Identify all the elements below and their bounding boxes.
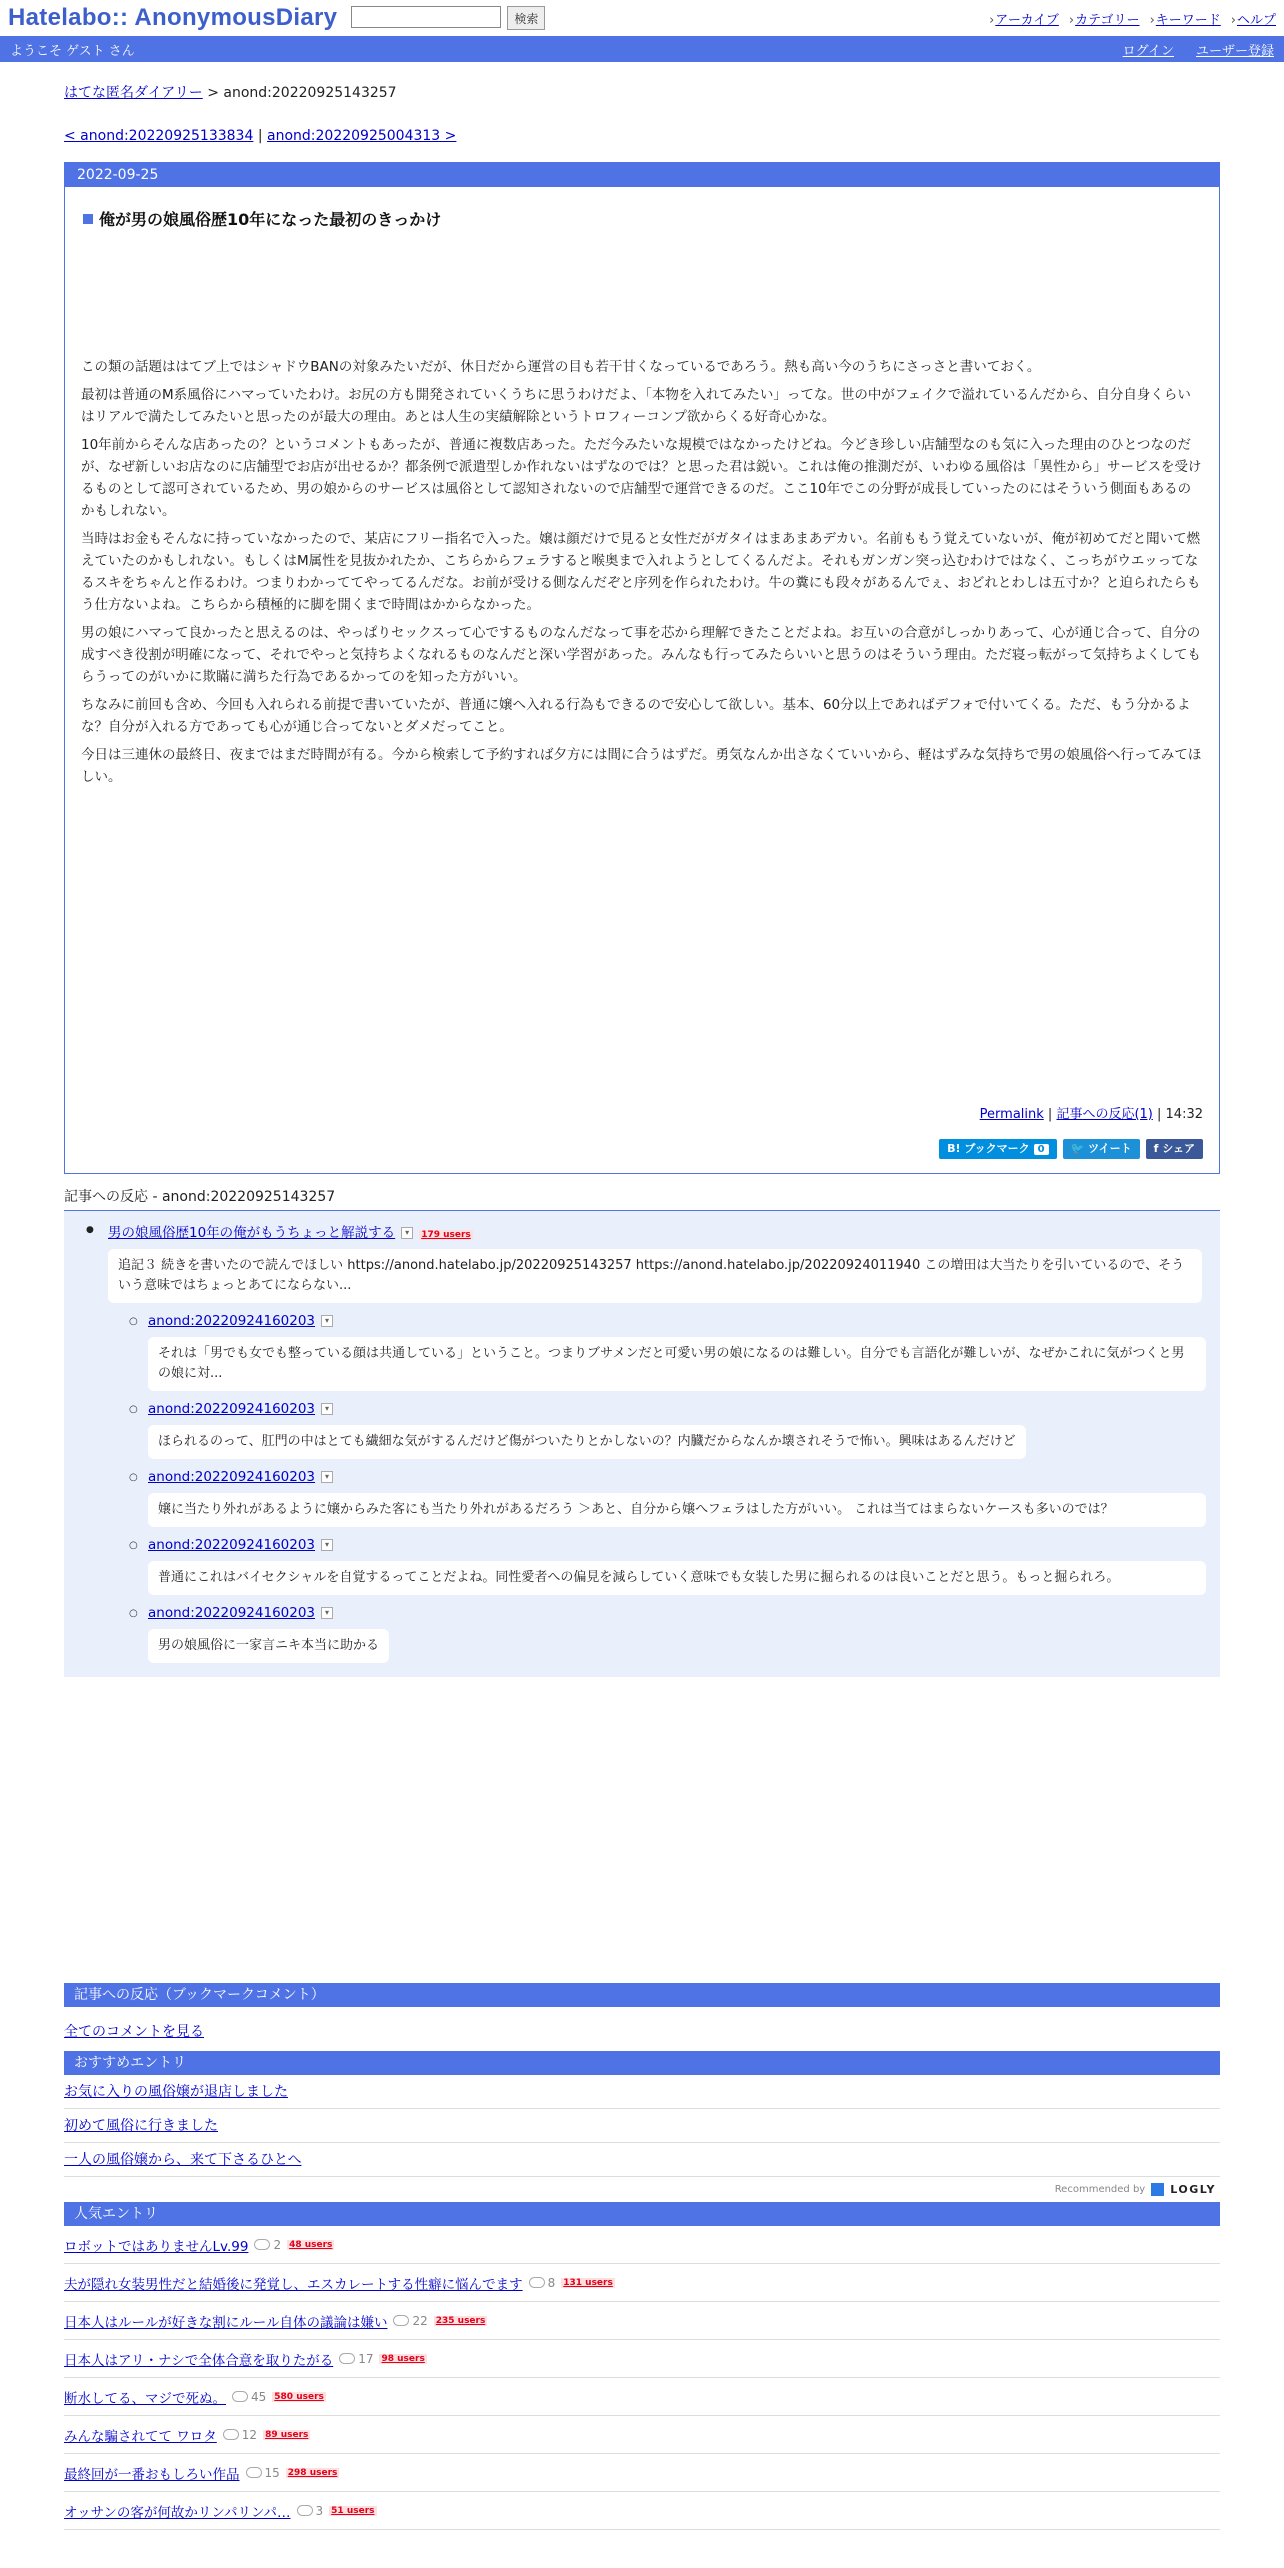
main-content: [64, 82, 1220, 2530]
comment-count[interactable]: [339, 2352, 373, 2366]
comment-count-value: 22: [412, 2313, 428, 2328]
entry-title-row: [83, 207, 1219, 230]
comment-count[interactable]: [232, 2390, 266, 2404]
breadcrumb-separator: >: [207, 85, 219, 101]
comment-bubble-icon: [232, 2391, 248, 2402]
recommended-link[interactable]: お気に入りの風俗嬢が退店しました: [64, 2084, 288, 2100]
logly-brand[interactable]: LOGLY: [1170, 2183, 1216, 2196]
entry-body: [81, 356, 1203, 788]
popular-link[interactable]: オッサンの客が何故かリンパリンパ…: [64, 2504, 291, 2521]
recommended-by: [64, 2177, 1220, 2202]
users-badge[interactable]: 580 users: [274, 2391, 324, 2402]
prev-entry-link[interactable]: < anond:20220925133834: [64, 128, 254, 144]
tweet-label: ツイート: [1088, 1142, 1132, 1155]
tweet-button[interactable]: [1063, 1139, 1140, 1159]
popular-link[interactable]: 日本人はルールが好きな割にルール自体の議論は嫌い: [64, 2314, 388, 2331]
comment-bubble-icon: [297, 2505, 313, 2516]
popular-item: [64, 2264, 1220, 2302]
users-badge[interactable]: 298 users: [287, 2467, 338, 2478]
response-excerpt: それは「男でも女でも整っている顔は共通している」ということ。つまりブサメンだと可愛い男の娘になるのは難しい。自分でも言語化が難しいが、なぜかこれに気がつくと男の娘に対...: [148, 1337, 1206, 1391]
comment-bubble-icon: [254, 2239, 270, 2250]
chevron-down-icon[interactable]: ▾: [321, 1315, 333, 1327]
comment-count[interactable]: [254, 2238, 281, 2252]
response-excerpt: 普通にこれはバイセクシャルを自覚するってことだよね。同性愛者への偏見を減らしていく意味でも女装した男に掘られるのは良いことだと思う。もっと掘られろ。: [148, 1561, 1206, 1595]
comment-count[interactable]: [297, 2504, 324, 2518]
popular-item: [64, 2492, 1220, 2530]
response-item: [64, 1605, 1220, 1663]
hatena-bookmark-button[interactable]: [939, 1139, 1056, 1159]
chevron-down-icon[interactable]: ▾: [401, 1227, 413, 1239]
entry-paragraph: 最初は普通のM系風俗にハマっていたわけ。お尻の方も開発されていくうちに思うわけだよ、「本物を入れてみたい」ってな。世の中がフェイクで溢れているんだから、自分自身くらいはリアルで満たしてみたいと思ったのが最大の理由。あとは人生の実績解除というトロフィーコンプ欲からくる好奇心かな。: [81, 387, 1191, 425]
nav-arrow-icon: ›: [1068, 12, 1075, 28]
user-bar: [0, 36, 1284, 62]
next-entry-link[interactable]: anond:20220925004313 >: [267, 128, 457, 144]
response-item: [64, 1469, 1220, 1527]
all-comments-link[interactable]: 全てのコメントを見る: [64, 2024, 204, 2040]
comment-count[interactable]: [393, 2314, 427, 2328]
recommended-item: [64, 2143, 1220, 2177]
popular-link[interactable]: 日本人はアリ・ナシで全体合意を取りたがる: [64, 2352, 334, 2369]
popular-link[interactable]: 夫が隠れ女装男性だと結婚後に発覚し、エスカレートする性癖に悩んでます: [64, 2276, 523, 2293]
response-link[interactable]: anond:20220924160203: [148, 1401, 316, 1417]
entry-paragraph: 10年前からそんな店あったの？というコメントもあったが、普通に複数店あった。ただ今みたいな規模ではなかったけどね。今どき珍しい店舗型なのも気に入った理由のひとつなのだが、なぜ新しいお店なのに店舗型でお店が出せるか？都条例で派遣型しか作れないはずなのでは？と思った君は鋭い。これは俺の推測だが、いわゆる風俗は「異性から」サービスを受けるものとして認可されているため、男の娘からのサービスは風俗として認知されないので店舗型で運営できるのだ。ここ10年でこの分野が成長していったのにはそういう側面もあるのかもしれない。: [81, 437, 1202, 519]
response-link[interactable]: anond:20220924160203: [148, 1313, 316, 1329]
response-link[interactable]: anond:20220924160203: [148, 1537, 316, 1553]
top-nav: [989, 9, 1276, 28]
search-button[interactable]: 検索: [507, 6, 545, 30]
popular-item: [64, 2416, 1220, 2454]
response-link[interactable]: anond:20220924160203: [148, 1469, 316, 1485]
comment-count-value: 17: [358, 2351, 374, 2366]
entry-paragraph: 男の娘にハマって良かったと思えるのは、やっぱりセックスって心でするものなんだなって事を芯から理解できたことだよね。お互いの合意がしっかりあって、心が通じ合って、自分の成すべき役割が明確になって、それでやっと気持ちよくなれるものなんだと深い学習があった。みんなも行ってみたらいいと思うのはそういう理由。ただ寝っ転がって気持ちよくしてもらうってのがいかに欺瞞に満ちた行為であるかってのを知った方がいい。: [81, 625, 1201, 685]
prev-next-nav: [64, 128, 1220, 144]
entry-paragraph: 今日は三連休の最終日、夜まではまだ時間が有る。今から検索して予約すれば夕方には間に合うはずだ。勇気なんか出さなくていいから、軽はずみな気持ちで男の娘風俗へ行ってみてほしい。: [81, 747, 1202, 785]
popular-link[interactable]: ロボットではありませんLv.99: [64, 2238, 249, 2255]
response-link[interactable]: anond:20220924160203: [148, 1605, 316, 1621]
entry-time: 14:32: [1165, 1107, 1203, 1122]
chevron-down-icon[interactable]: ▾: [321, 1607, 333, 1619]
nav-category[interactable]: カテゴリー: [1075, 12, 1140, 28]
hatena-bookmark-label: B! ブックマーク: [947, 1142, 1030, 1155]
response-item: [64, 1401, 1220, 1459]
register-link[interactable]: ユーザー登録: [1195, 43, 1274, 59]
popular-link[interactable]: 断水してる、マジで死ぬ。: [64, 2390, 226, 2407]
header: [0, 0, 1284, 36]
welcome-text: ようこそ ゲスト さん: [10, 43, 135, 59]
response-link[interactable]: 男の娘風俗歴10年の俺がもうちょっと解説する: [108, 1225, 396, 1241]
comment-count-value: 15: [264, 2465, 280, 2480]
recommended-link[interactable]: 初めて風俗に行きました: [64, 2118, 218, 2134]
comment-bubble-icon: [529, 2277, 545, 2288]
recommended-item: [64, 2075, 1220, 2109]
recommended-title: おすすめエントリ: [64, 2051, 1220, 2075]
recommended-item: [64, 2109, 1220, 2143]
popular-item: [64, 2340, 1220, 2378]
response-excerpt: ほられるのって、肛門の中はとても繊細な気がするんだけど傷がついたりとかしないの？内臓だからなんか壊されそうで怖い。興味はあるんだけど: [148, 1425, 1026, 1459]
entry-paragraph: ちなみに前回も含め、今回も入れられる前提で書いていたが、普通に嬢へ入れる行為もできるので安心して欲しい。基本、60分以上であればデフォで付いてくる。ただ、もう分かるよな？自分が入れる方であっても心が通じ合ってないとダメだってこと。: [81, 697, 1191, 735]
bookmark-comments-title: 記事への反応（ブックマークコメント）: [64, 1983, 1220, 2007]
comment-count-value: 3: [315, 2503, 324, 2518]
response-item: [64, 1313, 1220, 1391]
share-buttons: [939, 1139, 1203, 1159]
response-excerpt: 嬢に当たり外れがあるように嬢からみた客にも当たり外れがあるだろう ＞あと、自分から嬢へフェラはした方がいい。 これは当てはまらないケースも多いのでは？: [148, 1493, 1206, 1527]
comment-bubble-icon: [223, 2429, 239, 2440]
entry-title: 俺が男の娘風俗歴10年になった最初のきっかけ: [99, 210, 442, 229]
diary-entry: [64, 162, 1220, 1174]
responses-title: 記事への反応 - anond:20220925143257: [64, 1186, 1220, 1211]
nav-arrow-icon: ›: [989, 12, 995, 28]
nav-help[interactable]: ヘルプ: [1236, 12, 1276, 28]
popular-item: [64, 2378, 1220, 2416]
users-badge[interactable]: 131 users: [563, 2277, 613, 2288]
facebook-label: シェア: [1162, 1142, 1195, 1155]
users-badge[interactable]: 89 users: [265, 2429, 309, 2440]
popular-link[interactable]: みんな騙されてて ワロタ: [64, 2428, 217, 2445]
chevron-down-icon[interactable]: ▾: [321, 1403, 333, 1415]
popular-item: [64, 2226, 1220, 2264]
comment-count-value: 2: [273, 2237, 282, 2252]
logly-logo-icon: [1151, 2183, 1164, 2196]
users-badge[interactable]: 98 users: [381, 2353, 425, 2364]
entry-paragraph: この類の話題ははてブ上ではシャドウBANの対象みたいだが、休日だから運営の目も若干甘くなっているであろう。熱も高い今のうちにさっさと書いておく。: [81, 359, 1041, 375]
users-badge[interactable]: 179 users: [421, 1230, 471, 1240]
facebook-icon: f: [1153, 1142, 1159, 1155]
response-excerpt: 男の娘風俗に一家言ニキ本当に助かる: [148, 1629, 389, 1663]
comment-count[interactable]: [223, 2428, 257, 2442]
popular-item: [64, 2302, 1220, 2340]
entry-footer: Permalink | 記事への反応(1) | 14:32: [979, 1107, 1203, 1122]
breadcrumb-current: anond:20220925143257: [223, 85, 397, 101]
chevron-down-icon[interactable]: ▾: [321, 1539, 333, 1551]
users-badge[interactable]: 51 users: [331, 2505, 375, 2516]
response-excerpt: 追記３ 続きを書いたので読んでほしい https://anond.hatelabo.jp/20220925143257 https://anond.hatelabo.jp/20220924011940 この増田は大当たりを引いているので、そういう意味ではちょっとあてにならない...: [108, 1249, 1202, 1303]
reactions-link[interactable]: 記事への反応(1): [1056, 1107, 1153, 1122]
comment-count[interactable]: [529, 2276, 556, 2290]
comment-bubble-icon: [246, 2467, 262, 2478]
recommended-link[interactable]: 一人の風俗嬢から、来て下さるひとへ: [64, 2152, 302, 2168]
comment-count-value: 8: [547, 2275, 556, 2290]
users-badge[interactable]: 235 users: [435, 2315, 486, 2326]
search-form: [351, 6, 545, 30]
square-bullet-icon[interactable]: [83, 214, 93, 224]
comment-count[interactable]: [246, 2466, 280, 2480]
recommended-by-label: Recommended by: [1054, 2184, 1146, 2195]
permalink[interactable]: Permalink: [979, 1107, 1044, 1122]
prevnext-separator: |: [257, 128, 263, 144]
bookmark-count: 0: [1034, 1144, 1049, 1155]
spacer: [64, 1677, 1220, 1983]
chevron-down-icon[interactable]: ▾: [321, 1471, 333, 1483]
comment-count-value: 12: [241, 2427, 258, 2442]
response-item: [64, 1221, 1220, 1303]
all-comments-row: [64, 2007, 1220, 2051]
nav-archive[interactable]: アーカイブ: [995, 12, 1059, 28]
entry-date: 2022-09-25: [65, 163, 1219, 187]
response-item: [64, 1537, 1220, 1595]
comment-count-value: 45: [251, 2389, 267, 2404]
nav-arrow-icon: ›: [1230, 12, 1236, 28]
popular-item: [64, 2454, 1220, 2492]
login-link[interactable]: ログイン: [1122, 43, 1174, 59]
nav-keyword[interactable]: キーワード: [1155, 12, 1221, 28]
facebook-share-button[interactable]: [1146, 1139, 1203, 1159]
twitter-icon: 🐦: [1070, 1142, 1085, 1155]
entry-paragraph: 当時はお金もそんなに持っていなかったので、某店にフリー指名で入った。嬢は顔だけで見ると女性だがガタイはまあまあデカい。名前ももう覚えていないが、俺が初めてだと聞いて燃えていたのかもしれない。もしくはM属性を見抜かれたか、こちらからフェラすると喉奥まで入れようとしてくるんだよ。それもガンガン突っ込むわけではなく、こっちがウエッってなるスキをちゃんと作るわけ。つまりわかっててやってるんだな。お前が受ける側なんだぞと序列を作られたわけ。牛の糞にも段々があるんでぇ、おどれとわしは五寸か？と迫られたらもう仕方ないよね。こちらから積極的に脚を開くまで時間はかからなかった。: [81, 531, 1201, 613]
comment-bubble-icon: [339, 2353, 355, 2364]
users-badge[interactable]: 48 users: [289, 2239, 333, 2250]
site-logo[interactable]: Hatelabo:: AnonymousDiary: [8, 4, 338, 31]
popular-title: 人気エントリ: [64, 2202, 1220, 2226]
responses-tree: [64, 1211, 1220, 1677]
breadcrumb: [64, 82, 1220, 102]
comment-bubble-icon: [393, 2315, 409, 2326]
popular-link[interactable]: 最終回が一番おもしろい作品: [64, 2466, 240, 2483]
nav-arrow-icon: ›: [1149, 12, 1155, 28]
breadcrumb-home[interactable]: はてな匿名ダイアリー: [64, 85, 203, 101]
search-input[interactable]: [351, 6, 501, 28]
